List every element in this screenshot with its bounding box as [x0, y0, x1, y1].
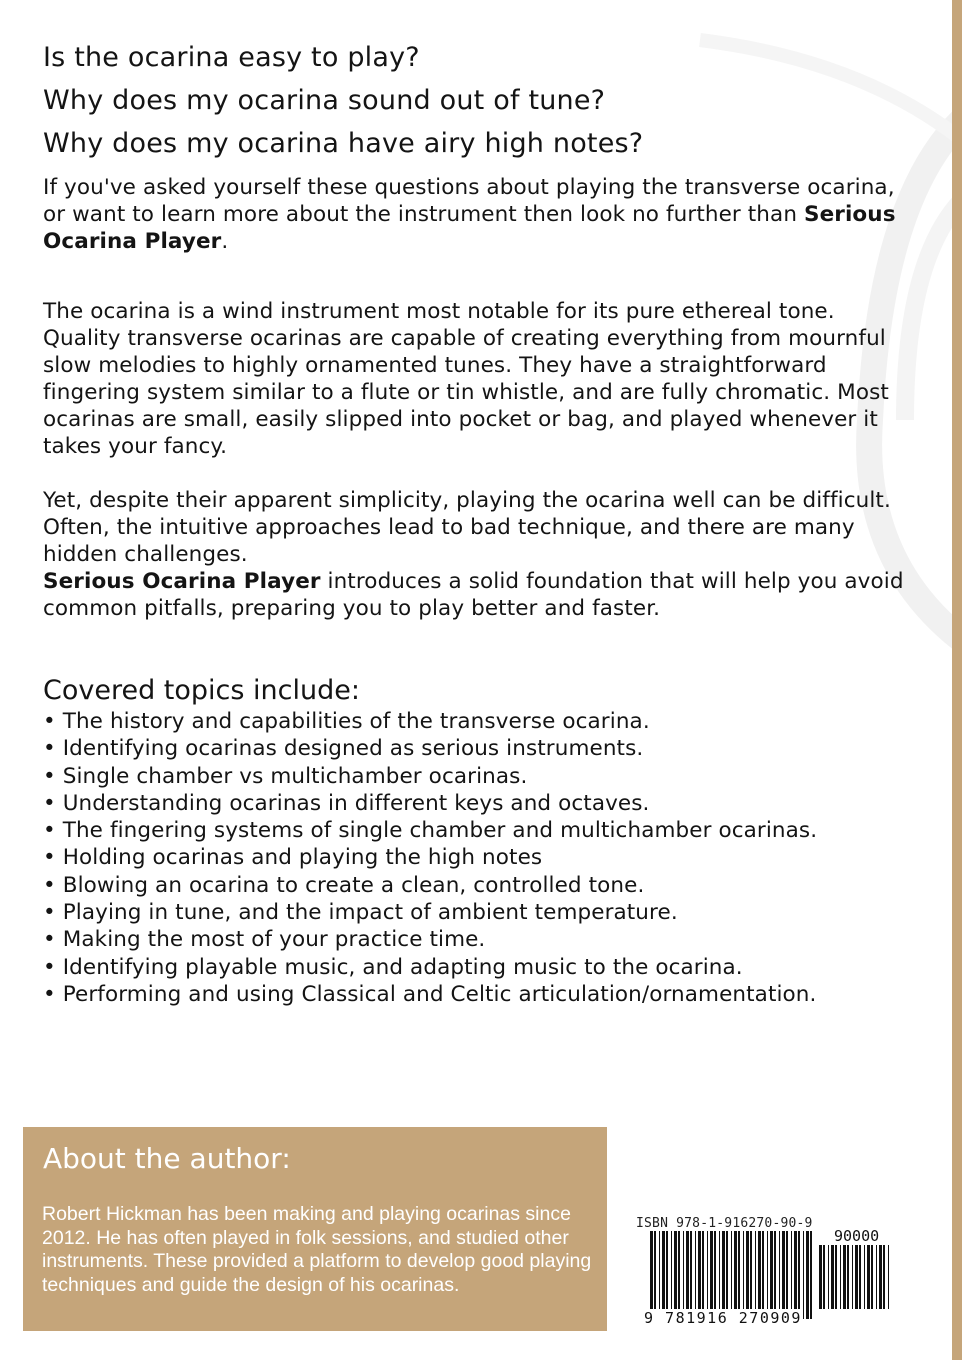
- about-author-box: [23, 1127, 607, 1331]
- barcode-bar: [803, 1231, 804, 1319]
- barcode-bar: [710, 1231, 713, 1319]
- barcode-bar: [686, 1231, 689, 1319]
- barcode-bar: [871, 1245, 873, 1309]
- barcode-bar: [864, 1245, 865, 1309]
- topics-list-1: [43, 708, 913, 817]
- barcode-bar: [650, 1231, 653, 1319]
- barcode-bar: [750, 1231, 752, 1319]
- barcode-bar: [755, 1231, 756, 1319]
- back-cover-content: [43, 36, 913, 1008]
- barcode-bar: [823, 1245, 825, 1309]
- barcode-bar: [726, 1231, 728, 1319]
- list-item: • Making the most of your practice time.: [43, 926, 913, 953]
- barcode-bar: [770, 1231, 773, 1319]
- author-heading: About the author:: [43, 1142, 291, 1175]
- intro-paragraph: If you've asked yourself these questions about playing the transverse ocarina, or want to learn more about the instrument then look no further than Serious Ocarina Player.: [43, 175, 896, 254]
- list-item: • Understanding ocarinas in different keys and octaves.: [43, 790, 913, 817]
- barcode-bar: [847, 1245, 849, 1309]
- barcode-addon-bars: [819, 1245, 889, 1309]
- topics-list-2: [43, 817, 913, 926]
- barcode-bar: [794, 1231, 797, 1319]
- barcode-main-bars: [650, 1231, 815, 1319]
- barcode-bar: [762, 1231, 764, 1319]
- barcode-bar: [666, 1231, 668, 1319]
- question-1: Is the ocarina easy to play?: [43, 42, 420, 73]
- topics-heading: Covered topics include:: [43, 675, 360, 706]
- isbn-barcode: [624, 1211, 911, 1331]
- barcode-bar: [707, 1231, 708, 1319]
- barcode-bar: [883, 1245, 885, 1309]
- list-item: • Identifying playable music, and adapting music to the ocarina.: [43, 954, 913, 981]
- description-paragraph: The ocarina is a wind instrument most notable for its pure ethereal tone. Quality transverse ocarinas are capable of creating everything from mournful slow melodies to highly ornamented tunes. They have a straightforward fingering system similar to a flute or tin whistle, and are fully chromatic. Most ocarinas are small, easily slipped into pocket or bag, and played whenever it takes your fancy.: [43, 299, 889, 459]
- question-3: Why does my ocarina have airy high notes?: [43, 128, 644, 159]
- barcode-bar: [786, 1231, 788, 1319]
- barcode-bar: [662, 1231, 665, 1319]
- barcode-bar: [746, 1231, 749, 1319]
- barcode-bar: [722, 1231, 725, 1319]
- barcode-bar: [888, 1245, 889, 1309]
- author-bio: Robert Hickman has been making and playing ocarinas since 2012. He has often played in folk sessions, and studied other instruments. These provided a platform to develop good playing techniques and guide the design of his ocarinas.: [42, 1203, 592, 1296]
- list-item: • Holding ocarinas and playing the high notes: [43, 844, 913, 871]
- barcode-bar: [852, 1245, 853, 1309]
- list-item: • The history and capabilities of the transverse ocarina.: [43, 708, 913, 735]
- barcode-bar: [674, 1231, 677, 1319]
- barcode-bar: [828, 1245, 829, 1309]
- book-title: Serious Ocarina Player: [43, 202, 896, 254]
- barcode-bar: [719, 1231, 720, 1319]
- barcode-bar: [819, 1245, 822, 1309]
- barcode-bar: [702, 1231, 704, 1319]
- book-title: Serious Ocarina Player: [43, 569, 321, 594]
- barcode-bar: [683, 1231, 684, 1319]
- barcode-bar: [671, 1231, 672, 1319]
- barcode-bar: [782, 1231, 785, 1319]
- isbn-label: ISBN 978-1-916270-90-9: [636, 1216, 813, 1231]
- barcode-bar: [743, 1231, 744, 1319]
- barcode-bar: [867, 1245, 870, 1309]
- barcode-bar: [859, 1245, 861, 1309]
- list-item: • Single chamber vs multichamber ocarinas.: [43, 763, 913, 790]
- barcode-bar: [659, 1231, 660, 1319]
- barcode-bar: [855, 1245, 858, 1309]
- barcode-bar: [774, 1231, 776, 1319]
- barcode-bar: [831, 1245, 834, 1309]
- ean-digits: 9 781916 270909: [644, 1309, 802, 1327]
- list-item: • The fingering systems of single chamber and multichamber ocarinas.: [43, 817, 913, 844]
- barcode-bar: [695, 1231, 696, 1319]
- barcode-addon-number: 90000: [834, 1227, 880, 1245]
- barcode-bar: [731, 1231, 732, 1319]
- question-2: Why does my ocarina sound out of tune?: [43, 85, 606, 116]
- topics-list-3: [43, 926, 913, 1008]
- barcode-bar: [791, 1231, 792, 1319]
- challenge-paragraph: Yet, despite their apparent simplicity, playing the ocarina well can be difficult. Often, the intuitive approaches lead to bad technique, and there are many hidden challenges. Serious Ocarina Player introduces a solid foundation that will help you avoid common pitfalls, preparing you to play better and faster.: [43, 488, 904, 621]
- barcode-bar: [840, 1245, 841, 1309]
- barcode-bar: [779, 1231, 780, 1319]
- barcode-bar: [835, 1245, 837, 1309]
- barcode-bar: [879, 1245, 882, 1309]
- barcode-bar: [654, 1231, 656, 1319]
- barcode-bar: [798, 1231, 800, 1319]
- barcode-bar: [714, 1231, 716, 1319]
- barcode-bar: [843, 1245, 846, 1309]
- list-item: • Playing in tune, and the impact of ambient temperature.: [43, 899, 913, 926]
- barcode-bar: [767, 1231, 768, 1319]
- barcode-bar: [876, 1245, 877, 1309]
- barcode-bar: [690, 1231, 692, 1319]
- barcode-bar: [810, 1231, 812, 1319]
- barcode-bar: [734, 1231, 737, 1319]
- list-item: • Blowing an ocarina to create a clean, controlled tone.: [43, 872, 913, 899]
- barcode-bar: [806, 1231, 809, 1319]
- right-edge-strip: [952, 0, 962, 1360]
- barcode-bar: [758, 1231, 761, 1319]
- barcode-bar: [678, 1231, 680, 1319]
- list-item: • Identifying ocarinas designed as serious instruments.: [43, 735, 913, 762]
- barcode-bar: [698, 1231, 701, 1319]
- barcode-bar: [738, 1231, 740, 1319]
- list-item: • Performing and using Classical and Celtic articulation/ornamentation.: [43, 981, 913, 1008]
